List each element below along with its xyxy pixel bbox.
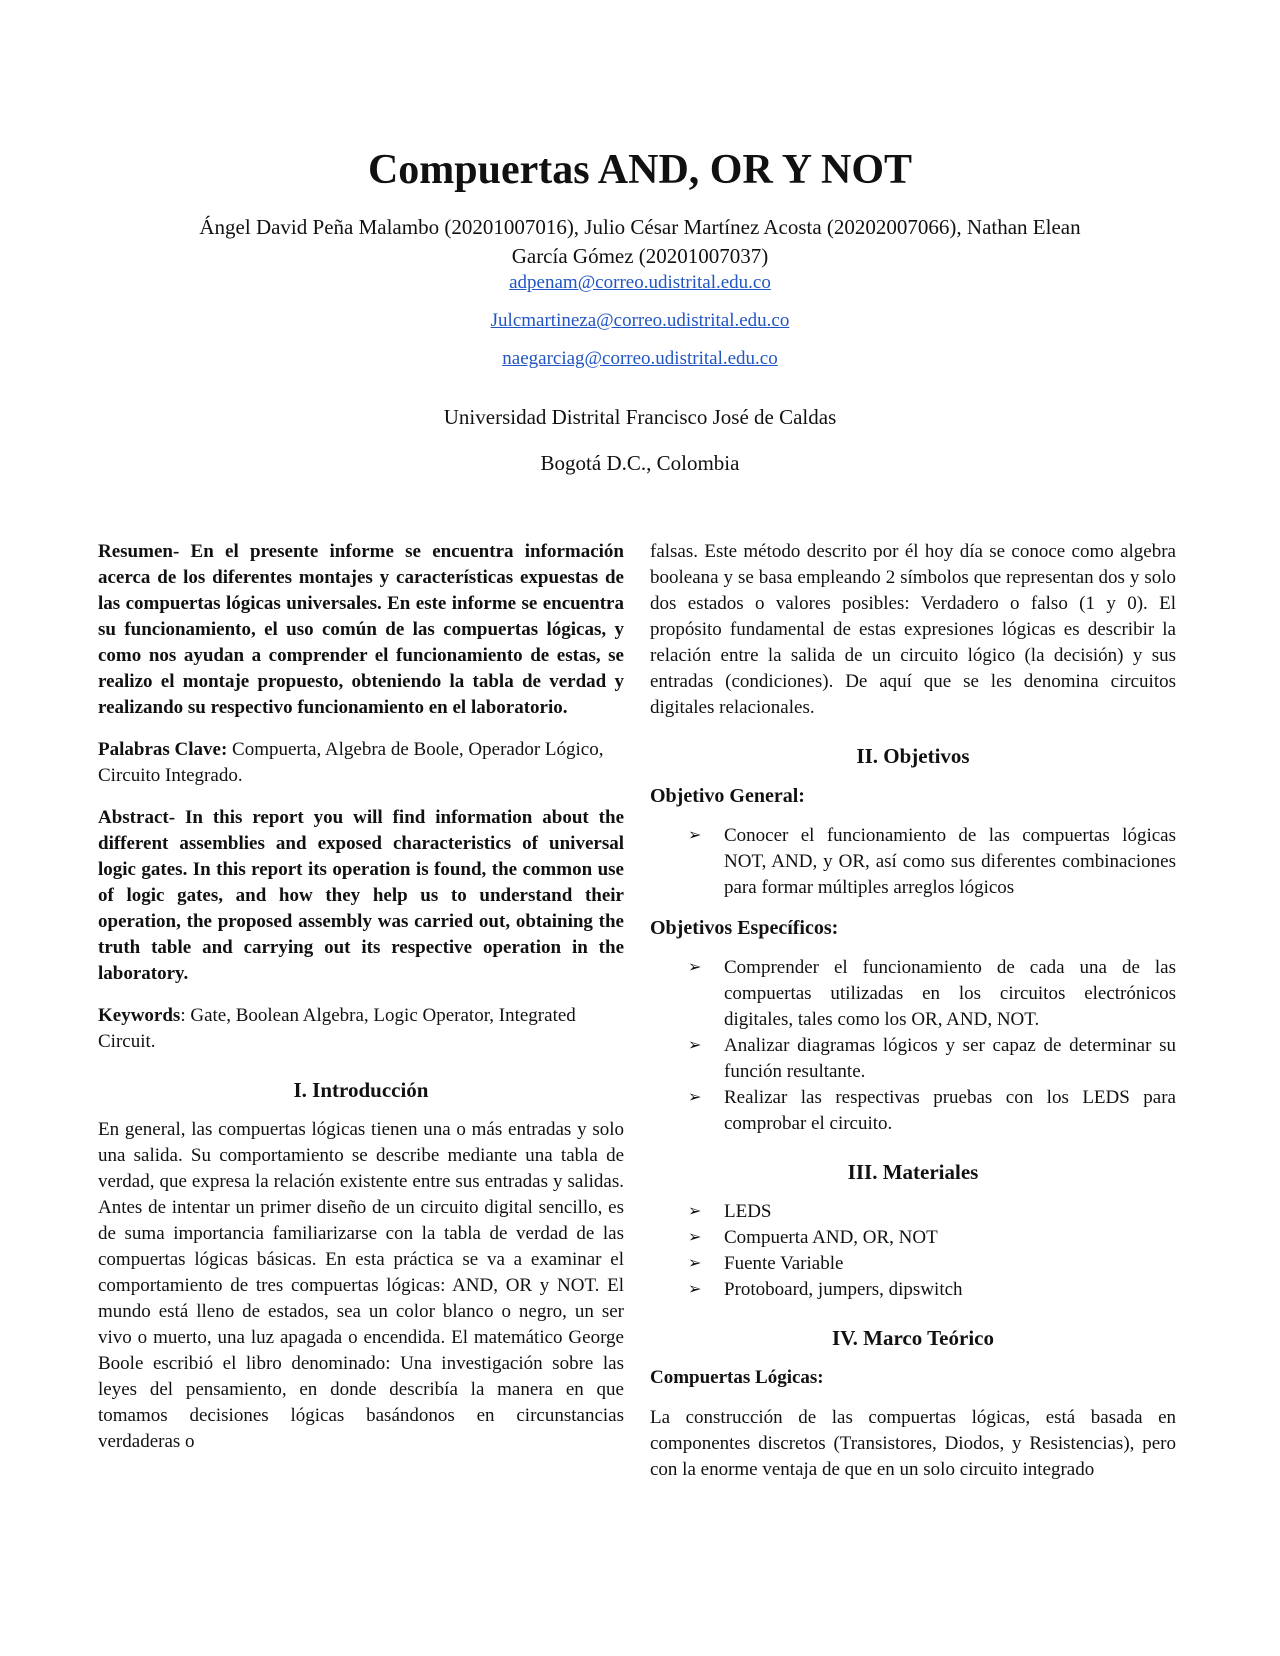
introduccion-paragraph: En general, las compuertas lógicas tienen una o más entradas y solo una salida. Su comportamiento se describe mediante una tabla de verdad, que expresa la relación existente entre sus entradas y salidas. Antes de intentar un primer diseño de un circuito digital sencillo, es de suma importancia familiarizarse con la tabla de verdad de las compuertas lógicas básicas. En esta práctica se va a examinar el comportamiento de tres compuertas lógicas: AND, OR y NOT. El mundo está lleno de estados, sea un color blanco o negro, un ser vivo o muerto, una luz apagada o encendida. El matemático George Boole escribió el libro denominado: Una investigación sobre las leyes del pensamiento, en donde describía la manera en que tomamos decisiones lógicas basándonos en circunstancias verdaderas o bbox=[98, 1119, 624, 1452]
resumen-label: Resumen- bbox=[98, 541, 180, 562]
list-item: ➢ Compuerta AND, OR, NOT bbox=[724, 1225, 1176, 1251]
abstract-label: Abstract- bbox=[98, 807, 176, 828]
objetivo-general-list bbox=[650, 823, 1176, 901]
keywords-paragraph bbox=[98, 1003, 624, 1055]
email-link-1[interactable]: adpenam@correo.udistrital.edu.co bbox=[509, 272, 771, 293]
section-heading-materiales: III. Materiales bbox=[847, 1160, 979, 1184]
abstract-paragraph bbox=[98, 805, 624, 987]
arrow-bullet-icon: ➢ bbox=[688, 1255, 702, 1272]
location: Bogotá D.C., Colombia bbox=[540, 451, 740, 475]
email-link-3[interactable]: naegarciag@correo.udistrital.edu.co bbox=[502, 348, 778, 369]
introduccion-continuation: falsas. Este método descrito por él hoy día se conoce como algebra booleana y se basa empleando 2 símbolos que representan dos y solo dos estados o valores posibles: Verdadero o falso (1 y 0). El propósito fundamental de estas expresiones lógicas es describir la relación entre la salida de un circuito lógico (la decisión) y sus entradas (condiciones). De aquí que se les denomina circuitos digitales relacionales. bbox=[650, 541, 1176, 718]
list-item: ➢ Comprender el funcionamiento de cada una de las compuertas utilizadas en los circuitos electrónicos digitales, tales como los OR, AND, NOT. bbox=[688, 957, 1176, 1030]
palabras-clave-text: Compuerta, Algebra de Boole, Operador Lógico, Circuito Integrado. bbox=[98, 739, 604, 786]
list-item: ➢ LEDS bbox=[724, 1199, 1176, 1225]
arrow-bullet-icon: ➢ bbox=[688, 1203, 702, 1220]
palabras-clave-paragraph bbox=[98, 737, 624, 789]
objetivos-especificos-list bbox=[650, 955, 1176, 1137]
list-item: ➢ Fuente Variable bbox=[724, 1251, 1176, 1277]
marco-teorico-paragraph: La construcción de las compuertas lógicas, está basada en componentes discretos (Transistores, Diodos, y Resistencias), pero con la enorme ventaja de que en un solo circuito integrado bbox=[650, 1407, 1176, 1480]
right-column bbox=[650, 539, 1176, 1499]
materiales-list bbox=[650, 1199, 1176, 1303]
list-item: ➢ Conocer el funcionamiento de las compuertas lógicas NOT, AND, y OR, así como sus diferentes combinaciones para formar múltiples arreglos lógicos bbox=[688, 825, 1176, 898]
list-item: ➢ Protoboard, jumpers, dipswitch bbox=[724, 1277, 1176, 1303]
abstract-text: In this report you will find information about the different assemblies and exposed characteristics of universal logic gates. In this report its operation is found, the common use of logic gates, and how they help us to understand their operation, the proposed assembly was carried out, obtaining the truth table and carrying out its respective operation in the laboratory. bbox=[98, 807, 624, 984]
palabras-clave-label: Palabras Clave: bbox=[98, 739, 228, 760]
arrow-bullet-icon: ➢ bbox=[688, 827, 702, 844]
email-link-2[interactable]: Julcmartineza@correo.udistrital.edu.co bbox=[490, 310, 790, 331]
keywords-text: : Gate, Boolean Algebra, Logic Operator, Integrated Circuit. bbox=[98, 1005, 576, 1052]
arrow-bullet-icon: ➢ bbox=[688, 1089, 702, 1106]
arrow-bullet-icon: ➢ bbox=[688, 1229, 702, 1246]
subheading-compuertas-logicas: Compuertas Lógicas: bbox=[650, 1367, 824, 1388]
paper-title: Compuertas AND, OR Y NOT bbox=[367, 147, 913, 193]
arrow-bullet-icon: ➢ bbox=[688, 959, 702, 976]
section-heading-objetivos: II. Objetivos bbox=[856, 744, 970, 768]
section-heading-marco-teorico: IV. Marco Teórico bbox=[832, 1326, 994, 1350]
section-heading-introduccion: I. Introducción bbox=[293, 1078, 429, 1102]
subheading-objetivo-general: Objetivo General: bbox=[650, 785, 805, 807]
university: Universidad Distrital Francisco José de Caldas bbox=[443, 405, 837, 429]
left-column bbox=[98, 539, 624, 1471]
keywords-label: Keywords bbox=[98, 1005, 181, 1026]
arrow-bullet-icon: ➢ bbox=[688, 1281, 702, 1298]
arrow-bullet-icon: ➢ bbox=[688, 1037, 702, 1054]
resumen-paragraph bbox=[98, 539, 624, 721]
list-item: ➢ Realizar las respectivas pruebas con los LEDS para comprobar el circuito. bbox=[688, 1087, 1176, 1134]
subheading-objetivos-especificos: Objetivos Específicos: bbox=[650, 917, 839, 939]
author-list: Ángel David Peña Malambo (20201007016), Julio César Martínez Acosta (20202007066), Nathan Elean García Gómez (20201007037) bbox=[199, 215, 1081, 268]
resumen-text: En el presente informe se encuentra información acerca de los diferentes montajes y características expuestas de las compuertas lógicas universales. En este informe se encuentra su funcionamiento, el uso común de las compuertas lógicas, y como nos ayudan a comprender el funcionamiento de estas, se realizo el montaje propuesto, obteniendo la tabla de verdad y realizando su respectivo funcionamiento en el laboratorio. bbox=[98, 541, 624, 718]
list-item: ➢ Analizar diagramas lógicos y ser capaz de determinar su función resultante. bbox=[688, 1035, 1176, 1082]
